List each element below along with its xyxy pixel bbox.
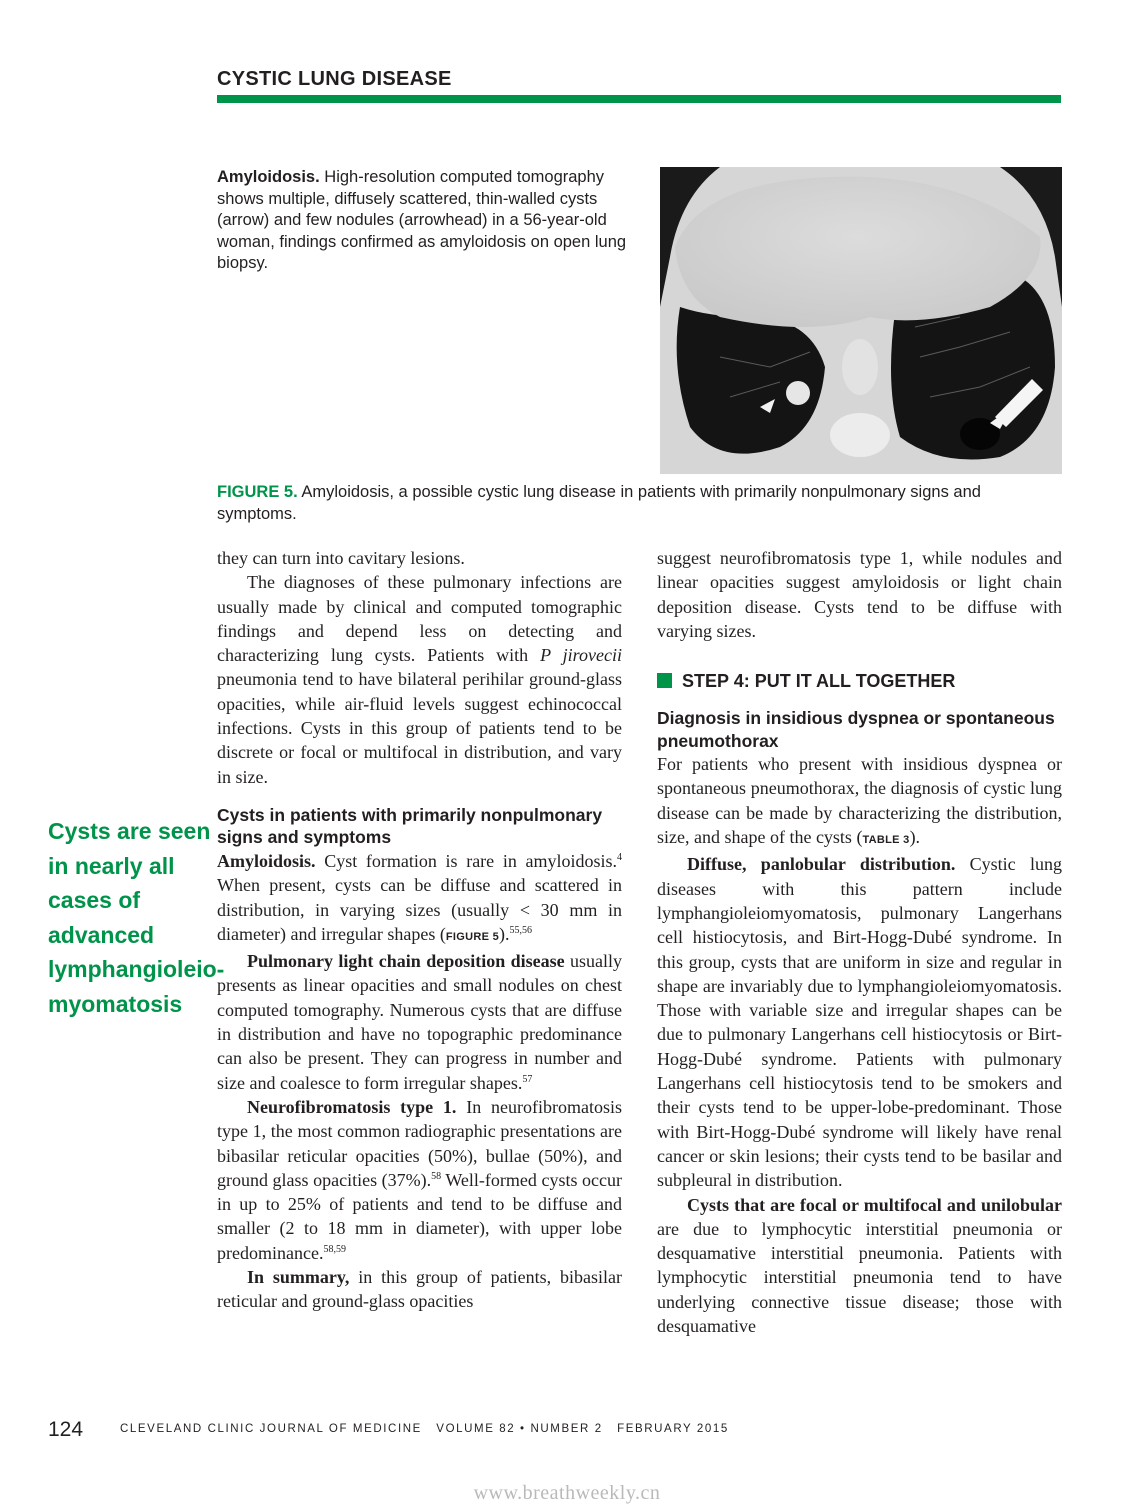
subheading: Diagnosis in insidious dyspnea or spontaneous pneumothorax bbox=[657, 708, 1055, 751]
paragraph bbox=[217, 1095, 622, 1265]
text: are due to lymphocytic interstitial pneumonia or desquamative interstitial pneumonia. Patients with lymphocytic interstitial pneumonia tend to have underlying connective tissue disease; those with desquamative bbox=[657, 1218, 1062, 1337]
right-column bbox=[657, 546, 1062, 1338]
figure-reference[interactable]: FIGURE 5 bbox=[445, 930, 500, 943]
paragraph bbox=[217, 849, 622, 949]
text: Cystic lung diseases with this pattern include lymphangioleiomyomatosis, pulmonary Langerhans cell histiocytosis, and Birt-Hogg-Dubé syndrome. In this group, cysts that are uniform in size and regular in shape are invariably due to lymphangioleiomyomatosis. Those with variable size and irregular shapes can be due to pulmonary Langerhans cell histiocytosis or Birt-Hogg-Dubé syndrome. Patients with pulmonary Langerhans cell histiocytosis tend to be smokers and their cysts tend to be upper-lobe-predominant. Those with Birt-Hogg-Dubé syndrome will likely have renal cancer or skin lesions; their cysts tend to be basilar and subpleural in distribution. bbox=[657, 854, 1062, 1191]
text: pneumonia tend to have bilateral perihilar ground-glass opacities, while air-fluid levels suggest echinococcal infections. Cysts in this group of patients tend to be discrete or focal or multifocal in distribution, and vary in size. bbox=[217, 669, 622, 787]
bold-text: Amyloidosis. bbox=[217, 850, 316, 871]
reference: 58,59 bbox=[323, 1243, 346, 1255]
paragraph bbox=[217, 949, 622, 1095]
reference: 55,56 bbox=[509, 924, 533, 936]
journal-footer: CLEVELAND CLINIC JOURNAL OF MEDICINE VOLUME 82 • NUMBER 2 FEBRUARY 2015 bbox=[120, 1423, 729, 1435]
image-caption-label: Amyloidosis. bbox=[217, 168, 320, 186]
bold-text: Cysts that are focal or multifocal and unilobular bbox=[687, 1194, 1062, 1215]
image-caption bbox=[217, 167, 637, 275]
reference: 57 bbox=[522, 1073, 533, 1085]
ct-scan-drawing bbox=[660, 167, 1062, 474]
pull-quote: Cysts are seen in nearly all cases of advanced lymphangioleio-myomatosis bbox=[48, 818, 225, 1017]
paragraph: they can turn into cavitary lesions. bbox=[217, 548, 465, 568]
header-rule bbox=[217, 95, 1061, 103]
paragraph bbox=[657, 752, 1062, 852]
paragraph: suggest neurofibromatosis type 1, while nodules and linear opacities suggest amyloidosis or light chain deposition disease. Cysts tend to be diffuse with varying sizes. bbox=[657, 548, 1062, 641]
text: The diagnoses of these pulmonary infections are usually made by clinical and computed tomographic findings and depend less on detecting and characterizing lung cysts. Patients with bbox=[217, 572, 622, 666]
reference: 58 bbox=[431, 1170, 442, 1182]
image-caption-text: High-resolution computed tomography shows multiple, diffusely scattered, thin-walled cysts (arrow) and few nodules (arrowhead) in a 56-year-old woman, findings confirmed as amyloidosis on open lung biopsy. bbox=[217, 168, 627, 272]
subheading: Cysts in patients with primarily nonpulmonary signs and symptoms bbox=[217, 804, 603, 848]
bold-text: Diffuse, panlobular distribution. bbox=[687, 854, 956, 875]
bold-text: Pulmonary light chain deposition disease bbox=[247, 951, 565, 972]
text: In neurofibromatosis type 1, the most common radiographic presentations are bibasilar reticular opacities (50%), bullae (50%), and ground glass opacities (37%). bbox=[217, 1096, 623, 1190]
bold-text: Neurofibromatosis type 1. bbox=[247, 1096, 457, 1117]
figure-label: FIGURE 5. bbox=[217, 483, 298, 501]
bold-text: In summary, bbox=[247, 1267, 350, 1288]
figure-caption bbox=[217, 482, 1061, 525]
text: Cyst formation is rare in amyloidosis. bbox=[315, 850, 617, 871]
paragraph bbox=[657, 1193, 1062, 1339]
paragraph bbox=[217, 570, 622, 789]
page-number: 124 bbox=[48, 1418, 84, 1441]
text: ). bbox=[909, 827, 921, 848]
section-title: CYSTIC LUNG DISEASE bbox=[217, 68, 452, 90]
left-column bbox=[217, 546, 622, 1314]
text: For patients who present with insidious dyspnea or spontaneous pneumothorax, the diagnosis of cystic lung disease can be made by characterizing the distribution, size, and shape of the cysts ( bbox=[657, 754, 1062, 848]
table-reference[interactable]: TABLE 3 bbox=[862, 834, 910, 847]
text: usually presents as linear opacities and small nodules on chest computed tomography. Numerous cysts that are diffuse in distribution and have no topographic predominance can also be present. They can progress in number and size and coalesce to form irregular shapes. bbox=[217, 951, 622, 1093]
paragraph bbox=[657, 852, 1062, 1192]
step-heading-text: STEP 4: PUT IT ALL TOGETHER bbox=[682, 671, 956, 692]
ct-scan-image bbox=[660, 167, 1062, 474]
text: in this group of patients, bibasilar reticular and ground-glass opacities bbox=[217, 1267, 622, 1312]
figure-caption-text: Amyloidosis, a possible cystic lung disease in patients with primarily nonpulmonary signs and symptoms. bbox=[217, 483, 981, 523]
step-heading bbox=[657, 669, 1062, 693]
watermark: www.breathweekly.cn bbox=[473, 1482, 661, 1504]
text: Well-formed cysts occur in up to 25% of patients and tend to be diffuse and smaller (2 to 18 mm in diameter), with upper lobe predominance. bbox=[217, 1169, 622, 1263]
text: ). bbox=[499, 923, 510, 944]
reference: 4 bbox=[617, 851, 622, 863]
text: When present, cysts can be diffuse and scattered in distribution, in varying sizes (usually < 30 mm in diameter) and irregular shapes ( bbox=[217, 875, 622, 944]
square-bullet-icon bbox=[657, 673, 672, 688]
paragraph bbox=[217, 1265, 622, 1314]
italic-text: P jirovecii bbox=[540, 645, 622, 666]
